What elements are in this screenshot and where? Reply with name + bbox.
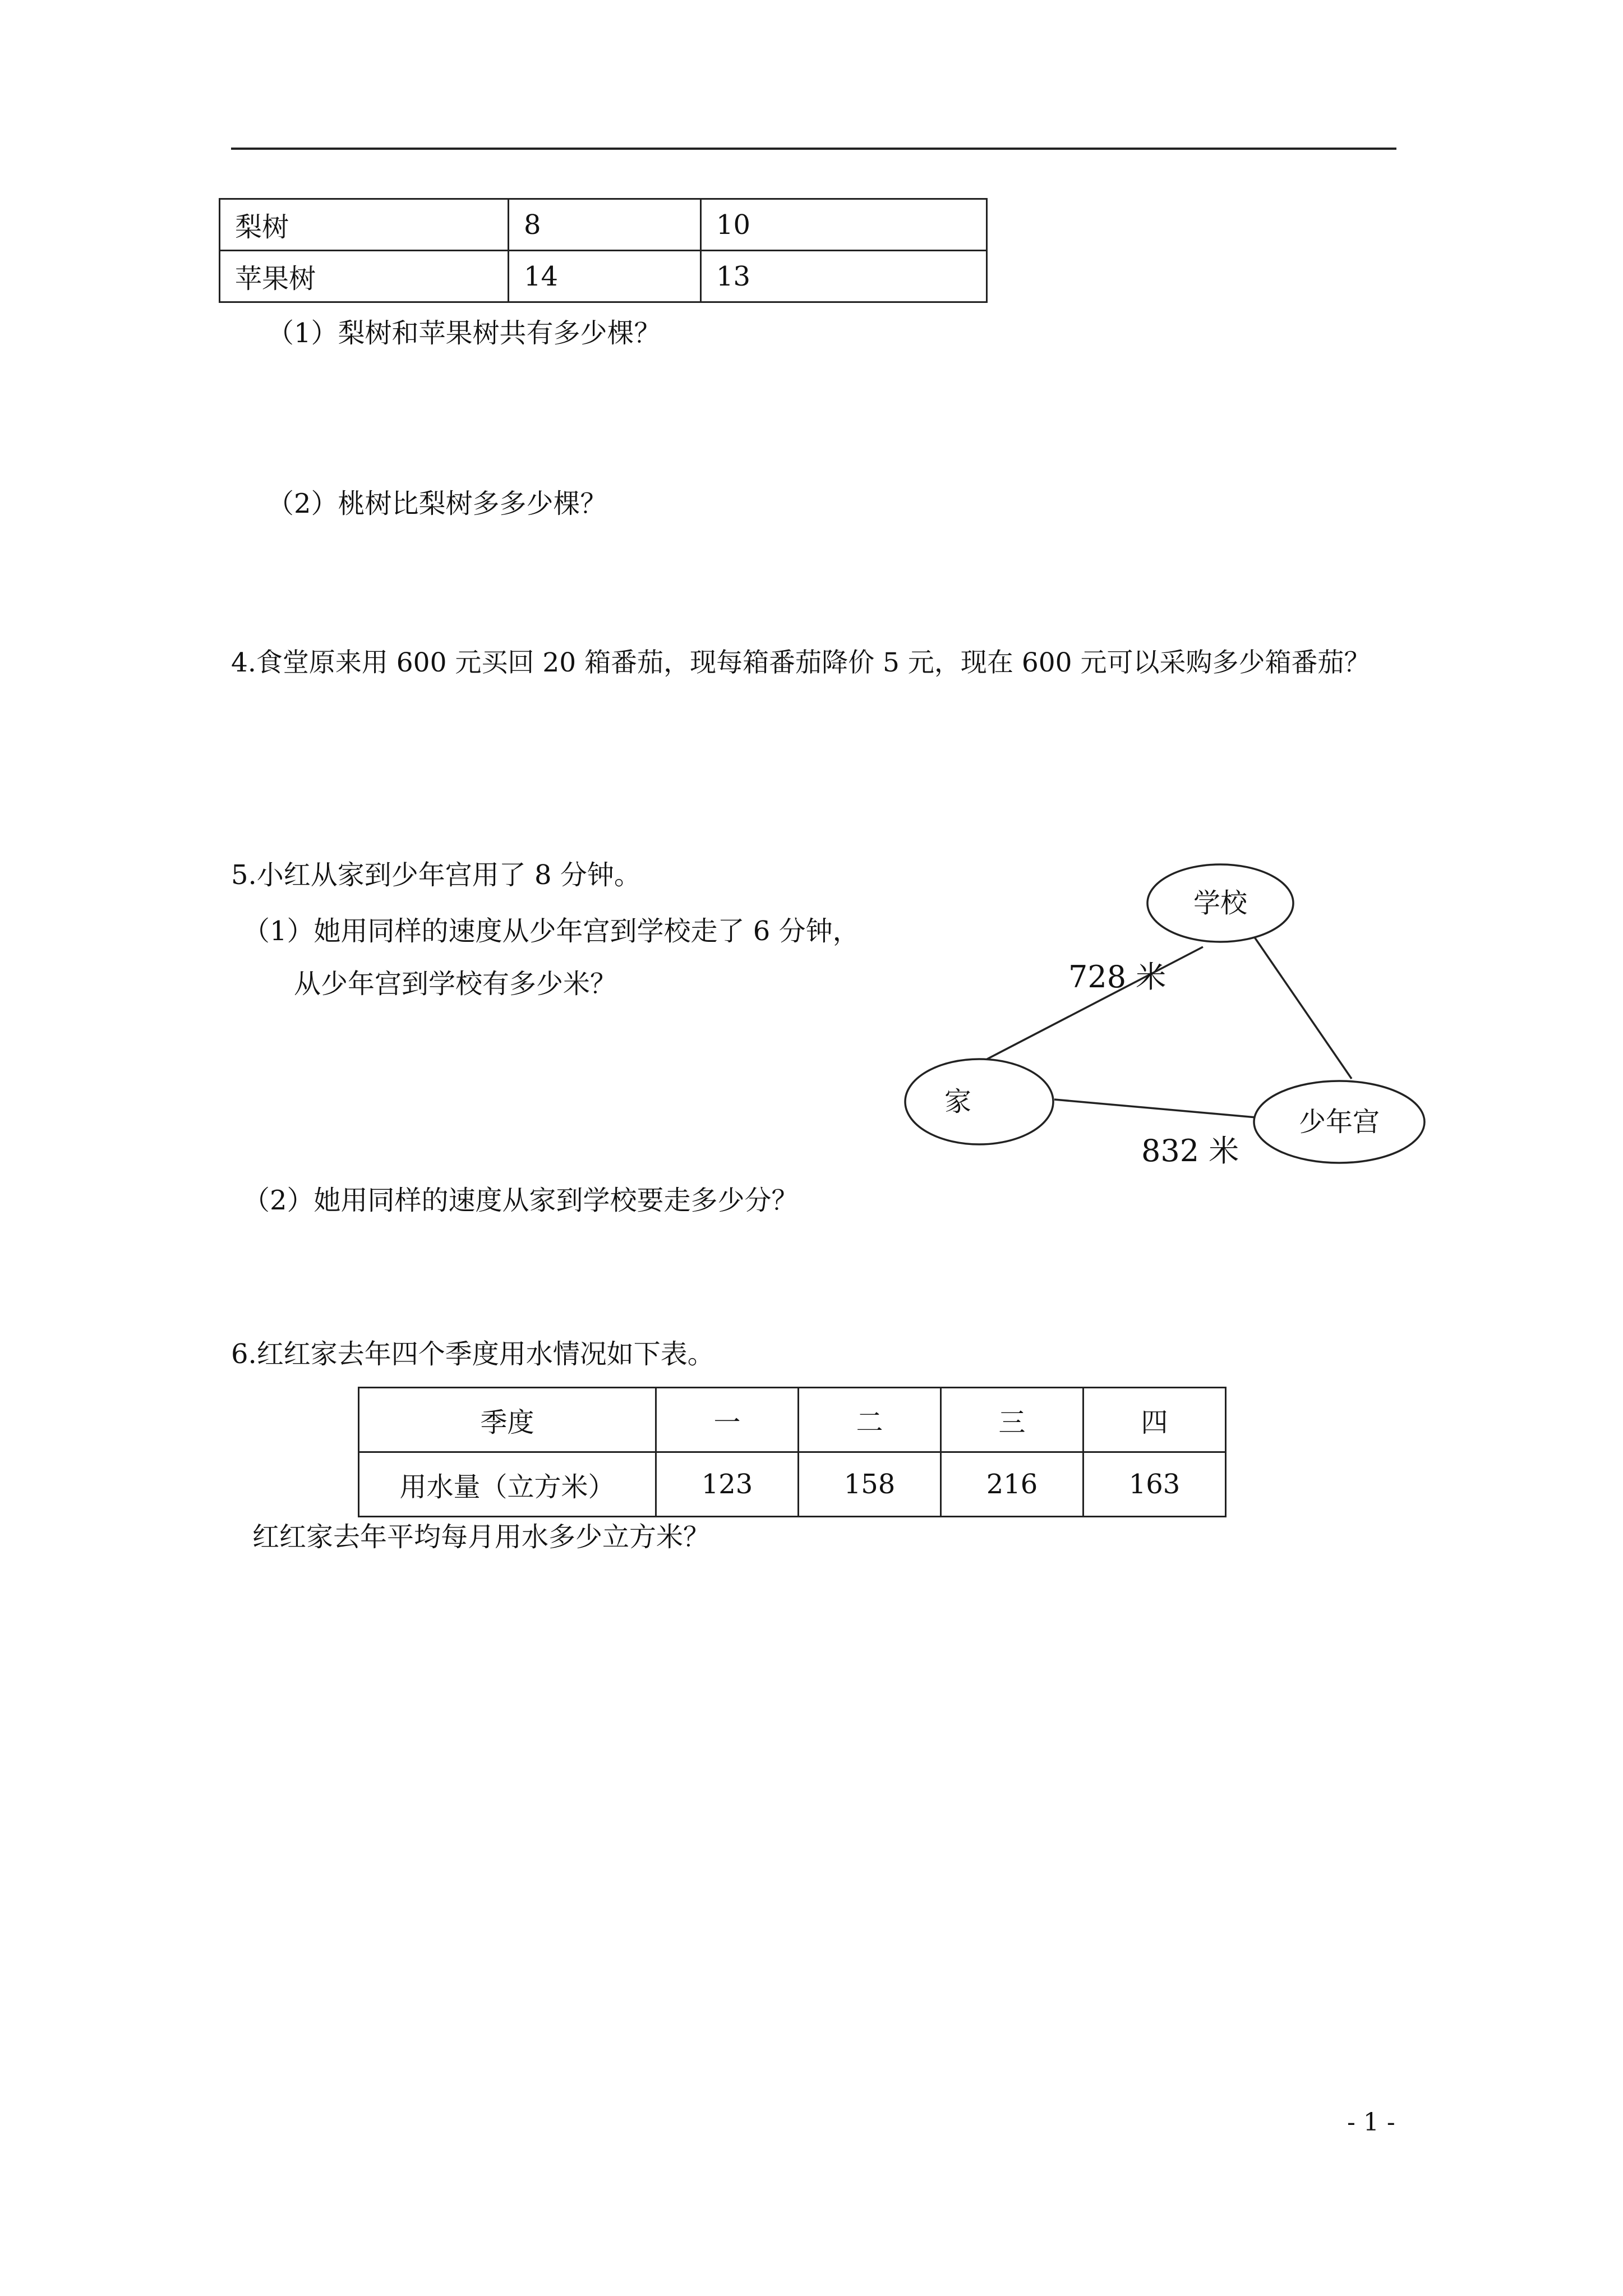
school-label: 学校 (1193, 887, 1248, 919)
q5-sub2: （2）她用同样的速度从家到学校要走多少分？ (243, 1185, 799, 1216)
table-cell: 13 (701, 251, 987, 302)
q6-stem: 6.红红家去年四个季度用水情况如下表。 (231, 1338, 714, 1370)
page-number: - 1 - (1347, 2108, 1395, 2137)
table-header-cell: 三 (941, 1388, 1083, 1452)
table-row (220, 251, 987, 302)
table-cell: 苹果树 (220, 251, 509, 302)
q3-sub2: （2）桃树比梨树多多少棵？ (267, 488, 607, 519)
table-header-cell: 二 (799, 1388, 941, 1452)
q3-sub1: （1）梨树和苹果树共有多少棵？ (267, 318, 661, 349)
tree-count-table (219, 198, 988, 303)
table-cell: 163 (1083, 1452, 1226, 1517)
home-node (905, 1059, 1053, 1144)
palace-label: 少年宫 (1298, 1106, 1380, 1138)
home-palace-line (1054, 1099, 1256, 1117)
dist-home-palace: 832 米 (1141, 1133, 1239, 1168)
q5-stem: 5.小红从家到少年宫用了 8 分钟。 (231, 859, 641, 891)
table-cell: 梨树 (220, 199, 509, 251)
route-diagram (886, 853, 1447, 1212)
table-row (220, 199, 987, 251)
table-header-cell: 一 (656, 1388, 799, 1452)
table-cell: 10 (701, 199, 987, 251)
table-cell: 216 (941, 1452, 1083, 1517)
table-cell: 158 (799, 1452, 941, 1517)
home-label: 家 (944, 1086, 972, 1117)
q5-sub1-line1: （1）她用同样的速度从少年宫到学校走了 6 分钟， (243, 915, 860, 947)
table-row (359, 1388, 1226, 1452)
q6-question: 红红家去年平均每月用水多少立方米？ (252, 1521, 711, 1553)
table-header-cell: 四 (1083, 1388, 1226, 1452)
q4-text: 4.食堂原来用 600 元买回 20 箱番茄，现每箱番茄降价 5 元，现在 600 元可以采购多少箱番茄？ (231, 647, 1371, 678)
table-header-cell: 季度 (359, 1388, 656, 1452)
table-row (359, 1452, 1226, 1517)
table-cell: 14 (509, 251, 701, 302)
school-palace-line (1253, 936, 1352, 1079)
water-usage-table (358, 1387, 1227, 1517)
table-cell: 用水量（立方米） (359, 1452, 656, 1517)
header-rule (231, 148, 1396, 150)
q5-sub1-line2: 从少年宫到学校有多少米？ (294, 968, 617, 1000)
table-cell: 8 (509, 199, 701, 251)
table-cell: 123 (656, 1452, 799, 1517)
dist-home-school: 728 米 (1068, 959, 1166, 995)
